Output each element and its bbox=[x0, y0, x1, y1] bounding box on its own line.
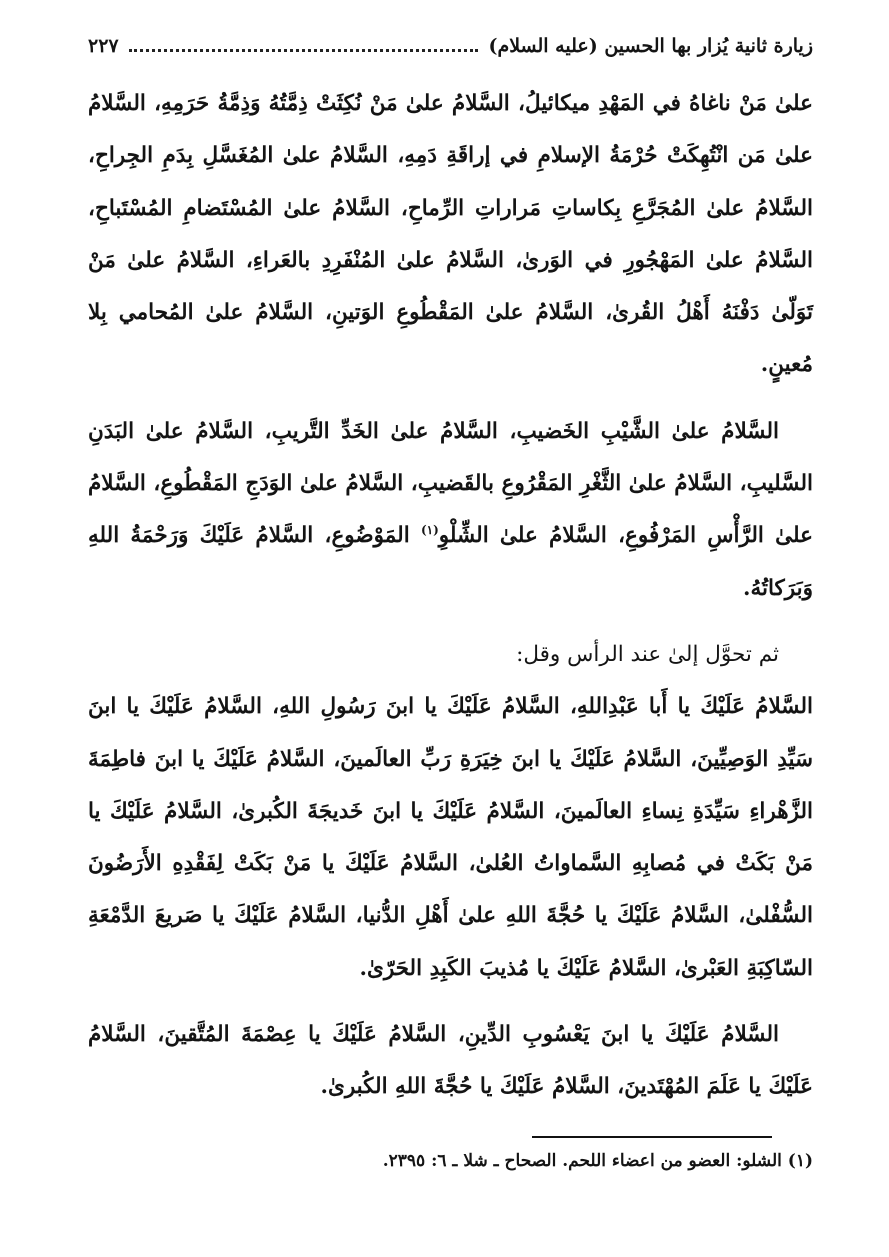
paragraph-1: علىٰ مَنْ ناغاهُ في المَهْدِ ميكائيلُ، السَّلامُ علىٰ مَنْ نُكِثَتْ ذِمَّتُهُ وَذِمَّةُ حَرَمِهِ، السَّلامُ علىٰ مَن انْتُهِكَتْ حُرْمَةُ الإسلامِ في إراقَةِ دَمِهِ، السَّلامُ علىٰ المُغَسَّلِ بِدَمِ الجِراحِ، السَّلامُ علىٰ المُجَرَّعِ بِكاساتِ مَراراتِ الرِّماحِ، السَّلامُ علىٰ المُسْتَضامِ المُسْتَباحِ، السَّلامُ علىٰ المَهْجُورِ في الوَرىٰ، السَّلامُ علىٰ المُنْفَرِدِ بالعَراءِ، السَّلامُ علىٰ مَنْ تَوَلّىٰ دَفْنَهُ أَهْلُ القُرىٰ، السَّلامُ علىٰ المَقْطُوعِ الوَتينِ، السَّلامُ علىٰ المُحامي بِلا مُعينٍ. bbox=[88, 91, 813, 378]
footnote-reference[interactable]: (١) bbox=[420, 523, 439, 538]
paragraph-2-start: السَّلامُ علىٰ الشَّيْبِ الخَضيبِ، السَّلامُ علىٰ الخَدِّ التَّريبِ، السَّلامُ علىٰ البَدَنِ السَّليبِ، السَّلامُ علىٰ الثَّغْرِ المَقْرُوعِ بالقَضيبِ، السَّلامُ علىٰ الوَدَجِ المَقْطُوعِ، السَّلامُ علىٰ الرَّأْسِ المَرْفُوعِ، السَّلامُ علىٰ الشِّلْوِ bbox=[88, 418, 813, 549]
instruction-text: ثم تحوَّل إلىٰ عند الرأس وقل: bbox=[516, 641, 779, 667]
dot-leader bbox=[129, 49, 479, 52]
page-body bbox=[88, 78, 813, 1114]
running-title: زيارة ثانية يُزار بها الحسين (عليه السلام) bbox=[488, 35, 813, 57]
paragraph-2-end: المَوْضُوعِ، السَّلامُ عَلَيْكَ وَرَحْمَةُ اللهِ وَبَرَكاتُهُ. bbox=[88, 523, 813, 601]
footnote-separator bbox=[532, 1136, 772, 1138]
paragraph-3: السَّلامُ عَلَيْكَ يا أَبا عَبْدِاللهِ، السَّلامُ عَلَيْكَ يا ابنَ رَسُولِ اللهِ، السَّلامُ عَلَيْكَ يا ابنَ سَيِّدِ الوَصِيِّينَ، السَّلامُ عَلَيْكَ يا ابنَ خِيَرَةِ رَبِّ العالَمينَ، السَّلامُ عَلَيْكَ يا ابنَ فاطِمَةَ الزَّهْراءِ سَيِّدَةِ نِساءِ العالَمينَ، السَّلامُ عَلَيْكَ يا ابنَ خَديجَةَ الكُبرىٰ، السَّلامُ عَلَيْكَ يا مَنْ بَكَتْ في مُصابِهِ السَّماواتُ العُلىٰ، السَّلامُ عَلَيْكَ يا مَنْ بَكَتْ لِفَقْدِهِ الأَرَضُونَ السُّفْلىٰ، السَّلامُ عَلَيْكَ يا حُجَّةَ اللهِ علىٰ أَهْلِ الدُّنيا، السَّلامُ عَلَيْكَ يا صَريعَ الدَّمْعَةِ السّاكِبَةِ العَبْرىٰ، السَّلامُ عَلَيْكَ يا مُذيبَ الكَبِدِ الحَرّىٰ. bbox=[88, 694, 813, 981]
paragraph-4: السَّلامُ عَلَيْكَ يا ابنَ يَعْسُوبِ الدِّينِ، السَّلامُ عَلَيْكَ يا عِصْمَةَ المُتَّقينَ، السَّلامُ عَلَيْكَ يا عَلَمَ المُهْتَدينَ، السَّلامُ عَلَيْكَ يا حُجَّةَ اللهِ الكُبرىٰ. bbox=[88, 1022, 813, 1100]
footnote: (١) الشلو: العضو من اعضاء اللحم. الصحاح ـ شلا ـ ٦: ٢٣٩٥. bbox=[382, 1151, 813, 1171]
running-header bbox=[88, 26, 813, 66]
paragraph-2 bbox=[88, 406, 813, 615]
page-number: ٢٢٧ bbox=[88, 35, 119, 57]
